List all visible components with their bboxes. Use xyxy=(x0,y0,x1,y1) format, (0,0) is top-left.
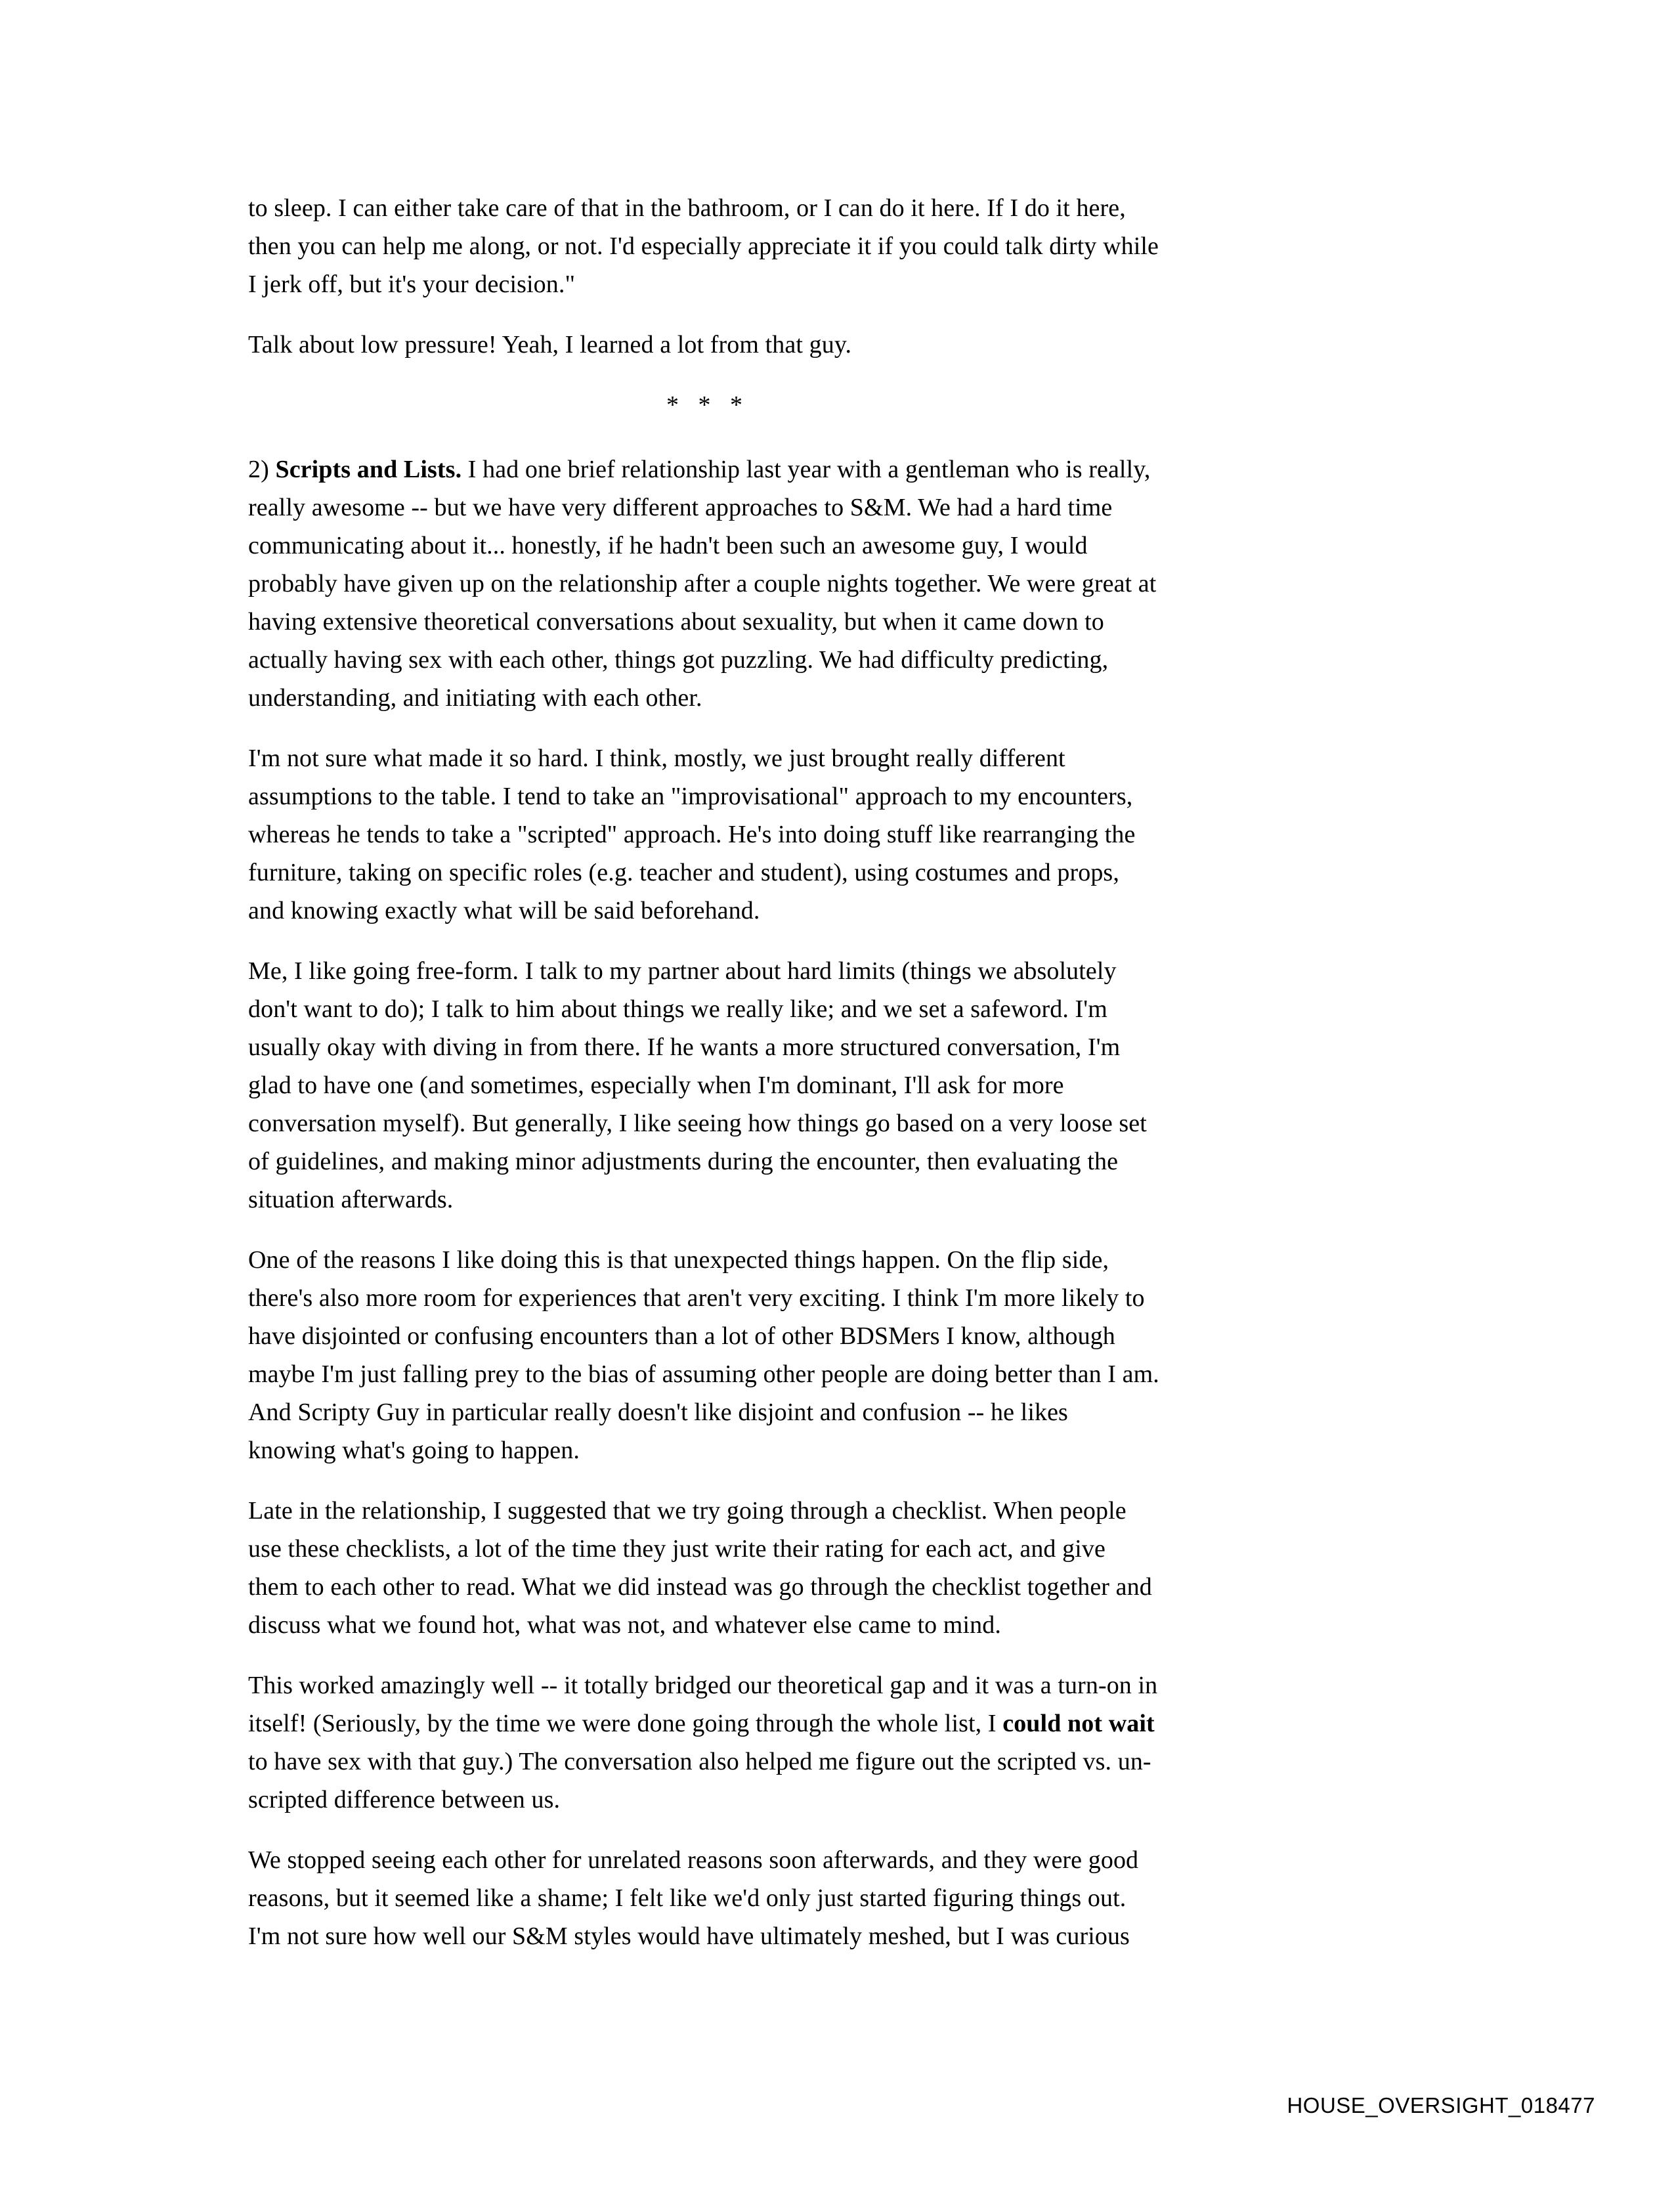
paragraph-free-form: Me, I like going free-form. I talk to my partner about hard limits (things we absolutely don't want to do); I talk to him about things we really like; and we set a safeword. I'm usually okay with diving in from there. If he wants a more structured conversation, I'm glad to have one (and sometimes, especially when I'm dominant, I'll ask for more conversation myself). But generally, I like seeing how things go based on a very loose set of guidelines, and making minor adjustments during the encounter, then evaluating the situation afterwards. xyxy=(248,957,1147,1213)
section-2-opening-paragraph xyxy=(248,450,1161,717)
paragraph-continuation: to sleep. I can either take care of that in the bathroom, or I can do it here. If I do it here, then you can help me along, or not. I'd especially appreciate it if you could talk dirty while I jerk off, but it's your decision." xyxy=(248,194,1159,298)
paragraph-unexpected-things: One of the reasons I like doing this is that unexpected things happen. On the flip side, there's also more room for experiences that aren't very exciting. I think I'm more likely to have disjointed or confusing encounters than a lot of other BDSMers I know, although maybe I'm just falling prey to the bias of assuming other people are doing better than I am. And Scripty Guy in particular really doesn't like disjoint and confusion -- he likes knowing what's going to happen. xyxy=(248,1246,1159,1464)
paragraph-checklist: Late in the relationship, I suggested that we try going through a checklist. When people use these checklists, a lot of the time they just write their rating for each act, and give them to each other to read. What we did instead was go through the checklist together and discuss what we found hot, what was not, and whatever else came to mind. xyxy=(248,1497,1152,1639)
paragraph-low-pressure: Talk about low pressure! Yeah, I learned a lot from that guy. xyxy=(248,331,852,358)
section-divider: * * * xyxy=(666,391,749,419)
section-lead-text: I had one brief relationship last year with a gentleman who is really, really awesome -- but we have very different approaches to S&M. We had a hard time communicating about it... honestly, if he hadn't been such an awesome guy, I would probably have given up on the relationship after a couple nights together. We were great at having extensive theoretical conversations about sexuality, but when it came down to actually having sex with each other, things got puzzling. We had difficulty predicting, understanding, and initiating with each other. xyxy=(248,456,1157,712)
paragraph-worked-well-emphasis: could not wait xyxy=(1002,1710,1155,1737)
bates-stamp: HOUSE_OVERSIGHT_018477 xyxy=(1287,2093,1595,2117)
paragraph-worked-well-part2: to have sex with that guy.) The conversation also helped me figure out the scripted vs. un-scripted difference between us. xyxy=(248,1748,1151,1813)
document-body xyxy=(248,189,1161,1955)
section-number: 2) xyxy=(248,456,269,483)
paragraph-worked-well-part1: This worked amazingly well -- it totally bridged our theoretical gap and it was a turn-on in itself! (Seriously, by the time we were done going through the whole list, I xyxy=(248,1672,1158,1737)
paragraph-assumptions: I'm not sure what made it so hard. I think, mostly, we just brought really different assumptions to the table. I tend to take an "improvisational" approach to my encounters, whereas he tends to take a "scripted" approach. He's into doing stuff like rearranging the furniture, taking on specific roles (e.g. teacher and student), using costumes and props, and knowing exactly what will be said beforehand. xyxy=(248,745,1136,924)
paragraph-stopped-seeing: We stopped seeing each other for unrelated reasons soon afterwards, and they were good reasons, but it seemed like a shame; I felt like we'd only just started figuring things out. I'm not sure how well our S&M styles would have ultimately meshed, but I was curious xyxy=(248,1846,1139,1950)
paragraph-worked-well xyxy=(248,1666,1161,1819)
section-heading: Scripts and Lists. xyxy=(275,456,462,483)
